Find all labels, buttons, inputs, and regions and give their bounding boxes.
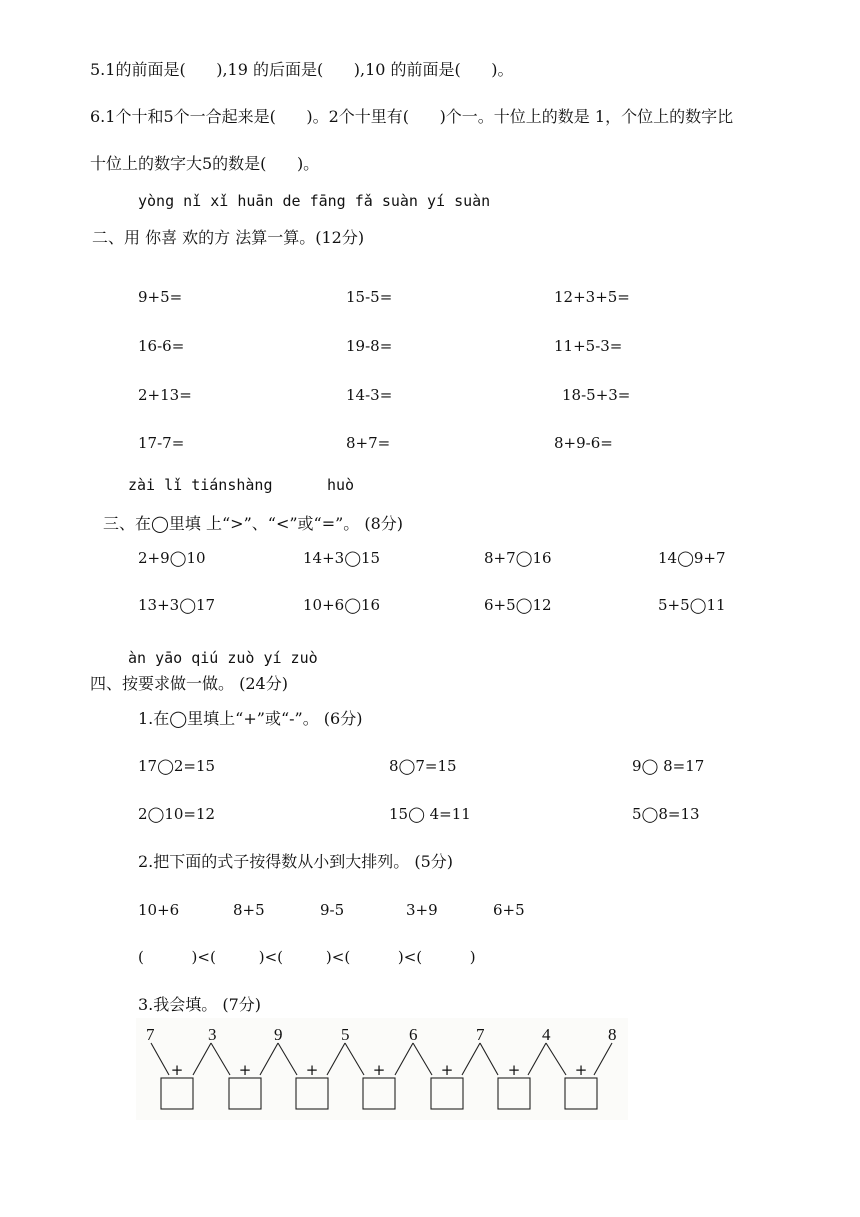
question-6-line1: 6.1个十和5个一合起来是( )。2个十里有( )个一。十位上的数是 1，个位上的数字比 (90, 107, 734, 126)
calc-item: 16-6= (138, 337, 185, 355)
calc-item: 9+5= (138, 288, 183, 306)
answer-box[interactable] (363, 1078, 395, 1109)
compare-item: 14◯9+7 (658, 549, 726, 567)
operator-item: 15◯ 4=11 (389, 805, 471, 823)
calc-item: 11+5-3= (554, 337, 623, 355)
compare-item: 13+3◯17 (138, 596, 216, 614)
section3-pinyin-a: zài lǐ tiánshàng (128, 476, 273, 494)
sort-expr: 6+5 (493, 901, 525, 919)
compare-item: 5+5◯11 (658, 596, 726, 614)
sub3-title: 3.我会填。 (7分) (138, 995, 262, 1014)
answer-box[interactable] (565, 1078, 597, 1109)
tree-number: 8 (608, 1025, 617, 1044)
calc-item: 19-8= (346, 337, 393, 355)
compare-item: 10+6◯16 (303, 596, 381, 614)
calc-item: 8+7= (346, 434, 391, 452)
operator-item: 9◯ 8=17 (632, 757, 705, 775)
tree-number: 7 (146, 1025, 155, 1044)
answer-box[interactable] (296, 1078, 328, 1109)
addition-tree-figure (136, 1018, 628, 1120)
section4-title: 四、按要求做一做。 (24分) (90, 674, 288, 693)
answer-box[interactable] (229, 1078, 261, 1109)
sub1-title: 1.在◯里填上“+”或“-”。 (6分) (138, 709, 363, 728)
section4-pinyin: àn yāo qiú zuò yí zuò (128, 649, 318, 667)
sort-expr: 10+6 (138, 901, 180, 919)
plus-sign: + (574, 1061, 588, 1079)
section2-title: 二、用 你喜 欢的方 法算一算。(12分) (92, 228, 365, 247)
operator-item: 5◯8=13 (632, 805, 700, 823)
compare-item: 6+5◯12 (484, 596, 552, 614)
section3-title: 三、在◯里填 上“>”、“<”或“=”。 (8分) (103, 514, 404, 533)
compare-item: 14+3◯15 (303, 549, 381, 567)
answer-box[interactable] (431, 1078, 463, 1109)
calc-item: 15-5= (346, 288, 393, 306)
plus-sign: + (440, 1061, 454, 1079)
tree-number: 7 (476, 1025, 485, 1044)
section2-pinyin: yòng nǐ xǐ huān de fāng fǎ suàn yí suàn (138, 192, 491, 210)
calc-item: 18-5+3= (562, 386, 631, 404)
section3-pinyin-b: huò (327, 476, 355, 494)
tree-number: 5 (341, 1025, 350, 1044)
operator-item: 2◯10=12 (138, 805, 216, 823)
tree-number: 3 (208, 1025, 217, 1044)
sort-expr: 9-5 (320, 901, 345, 919)
answer-box[interactable] (161, 1078, 193, 1109)
plus-sign: + (372, 1061, 386, 1079)
answer-box[interactable] (498, 1078, 530, 1109)
calc-item: 8+9-6= (554, 434, 613, 452)
question-6-line2: 十位上的数字大5的数是( )。 (90, 154, 320, 173)
plus-sign: + (238, 1061, 252, 1079)
addition-tree-svg (136, 1018, 628, 1120)
calc-item: 17-7= (138, 434, 185, 452)
calc-item: 2+13= (138, 386, 192, 404)
operator-item: 8◯7=15 (389, 757, 457, 775)
sort-expr: 3+9 (406, 901, 438, 919)
operator-item: 17◯2=15 (138, 757, 216, 775)
plus-sign: + (170, 1061, 184, 1079)
tree-number: 6 (409, 1025, 418, 1044)
calc-item: 12+3+5= (554, 288, 630, 306)
tree-number: 4 (542, 1025, 551, 1044)
tree-number: 9 (274, 1025, 283, 1044)
compare-item: 8+7◯16 (484, 549, 552, 567)
sub2-title: 2.把下面的式子按得数从小到大排列。 (5分) (138, 852, 454, 871)
plus-sign: + (507, 1061, 521, 1079)
calc-item: 14-3= (346, 386, 393, 404)
order-answer-line[interactable]: ( )<( )<( )<( )<( ) (138, 948, 476, 966)
compare-item: 2+9◯10 (138, 549, 206, 567)
question-5: 5.1的前面是( ),19 的后面是( ),10 的前面是( )。 (90, 60, 514, 79)
sort-expr: 8+5 (233, 901, 265, 919)
plus-sign: + (305, 1061, 319, 1079)
